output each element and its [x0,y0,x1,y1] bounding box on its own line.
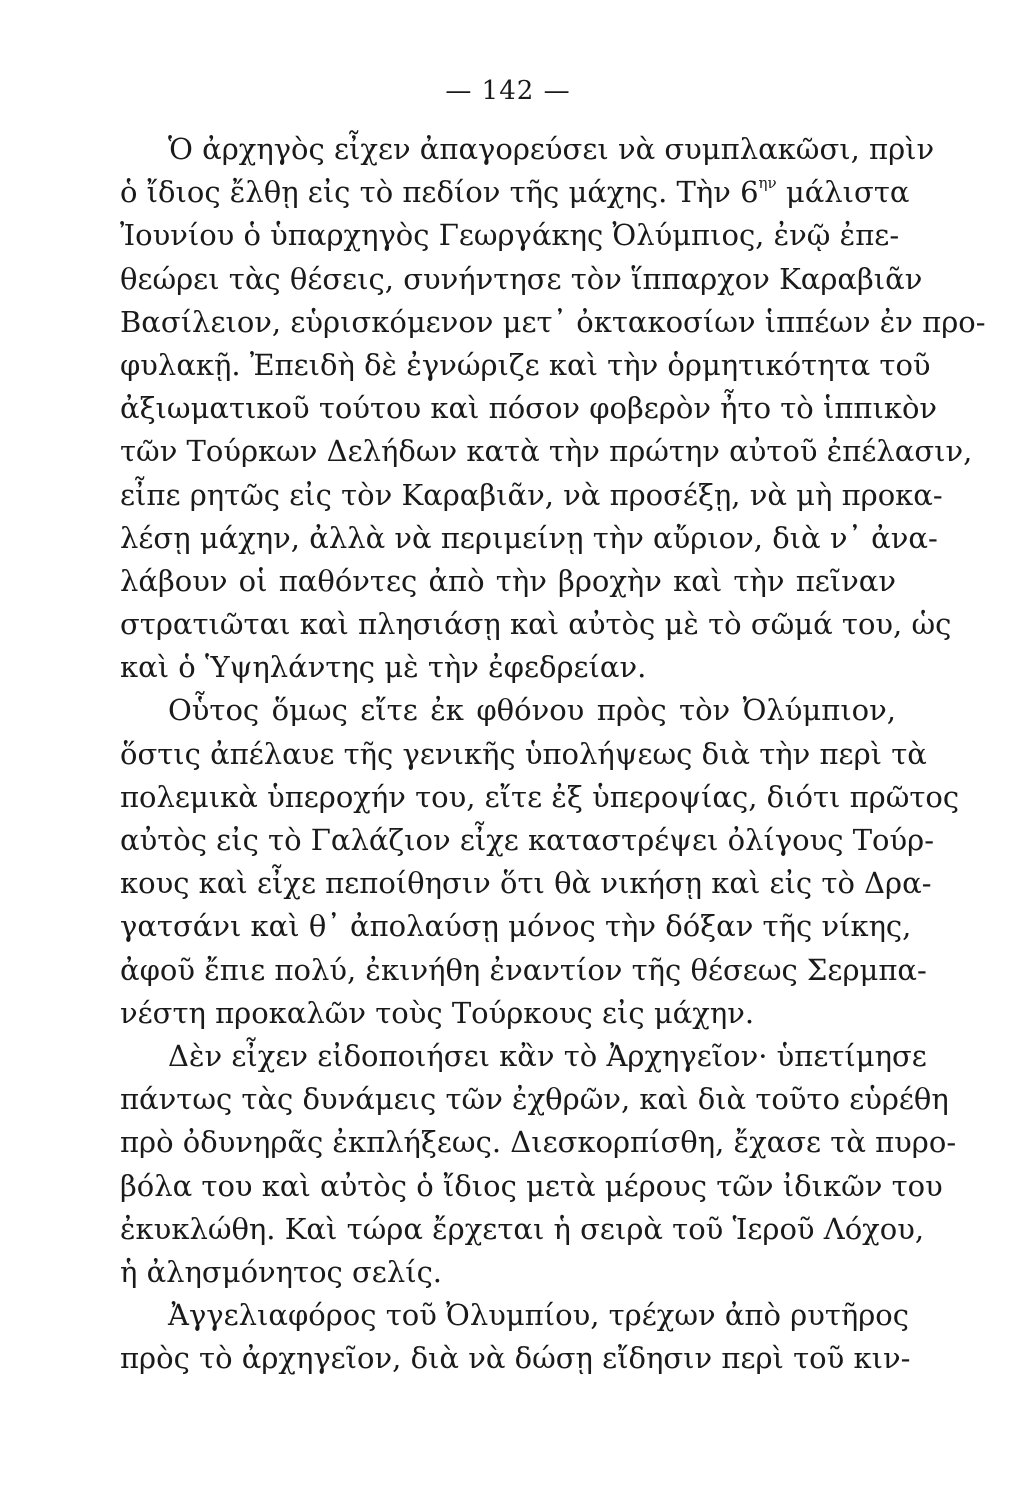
text-line: Βασίλειον, εὑρισκόμενον μετ᾽ ὀκτακοσίων ἱππέων ἐν προ- [120,304,986,339]
text-line: ἡ ἀλησμόνητος σελίς. [120,1254,443,1289]
text-line: ὅστις ἀπέλαυε τῆς γενικῆς ὑπολήψεως διὰ τὴν περὶ τὰ [120,736,927,771]
text-line: λέσῃ μάχην, ἀλλὰ νὰ περιμείνῃ τὴν αὔριον, διὰ ν᾽ ἀνα- [120,520,938,555]
text-line: τῶν Τούρκων Δελήδων κατὰ τὴν πρώτην αὐτοῦ ἐπέλασιν, [120,434,973,469]
paragraph-4 [120,1294,911,1380]
text-line-end: μάλιστα [785,175,910,210]
paragraph-2 [120,689,960,1035]
text-line: Οὗτος ὅμως εἴτε ἐκ φθόνου πρὸς τὸν Ὀλύμπιον, [168,693,896,728]
text-line: πρὸς τὸ ἀρχηγεῖον, διὰ νὰ δώσῃ εἴδησιν περὶ τοῦ κιν- [120,1341,911,1376]
date-superscript: ην [758,174,777,193]
text-line: ἐκυκλώθη. Καὶ τώρα ἔρχεται ἡ σειρὰ τοῦ Ἱεροῦ Λόχου, [120,1211,925,1246]
page-number: — 142 — [445,76,571,106]
text-line: πρὸ ὀδυνηρᾶς ἐκπλήξεως. Διεσκορπίσθη, ἔχασε τὰ πυρο- [120,1125,957,1160]
text-line: κους καὶ εἶχε πεποίθησιν ὅτι θὰ νικήσῃ καὶ εἰς τὸ Δρα- [120,866,932,901]
body-text [120,128,986,1380]
text-line: λάβουν οἱ παθόντες ἀπὸ τὴν βροχὴν καὶ τὴν πεῖναν [120,563,896,598]
text-line: βόλα του καὶ αὐτὸς ὁ ἴδιος μετὰ μέρους τῶν ἰδικῶν του [120,1168,943,1203]
text-line: Ὁ ἀρχηγὸς εἶχεν ἀπαγορεύσει νὰ συμπλακῶσι, πρὶν [168,132,935,166]
text-line: Δὲν εἶχεν εἰδοποιήσει κἂν τὸ Ἀρχηγεῖον· ὑπετίμησε [168,1038,927,1073]
text-line: στρατιῶται καὶ πλησιάσῃ καὶ αὐτὸς μὲ τὸ σῶμά του, ὡς [120,607,952,642]
text-line: φυλακῇ. Ἐπειδὴ δὲ ἐγνώριζε καὶ τὴν ὁρμητικότητα τοῦ [120,347,931,382]
text-line-start: ὁ ἴδιος ἔλθῃ εἰς τὸ πεδίον τῆς μάχης. Τὴν 6 [120,175,759,210]
text-line: Ἀγγελιαφόρος τοῦ Ὀλυμπίου, τρέχων ἀπὸ ρυτῆρος [168,1298,909,1333]
paragraph-1 [120,128,986,689]
text-line: θεώρει τὰς θέσεις, συνήντησε τὸν ἵππαρχον Καραβιᾶν [120,261,923,296]
text-line-with-superscript [120,171,910,214]
paragraph-3 [120,1035,957,1294]
text-line: γατσάνι καὶ θ᾽ ἀπολαύσῃ μόνος τὴν δόξαν τῆς νίκης, [120,909,912,944]
text-line: πάντως τὰς δυνάμεις τῶν ἐχθρῶν, καὶ διὰ τοῦτο εὑρέθη [120,1082,949,1117]
text-line: νέστη προκαλῶν τοὺς Τούρκους εἰς μάχην. [120,995,755,1030]
text-line: εἶπε ρητῶς εἰς τὸν Καραβιᾶν, νὰ προσέξῃ, νὰ μὴ προκα- [120,477,943,512]
text-line: πολεμικὰ ὑπεροχήν του, εἴτε ἐξ ὑπεροψίας, διότι πρῶτος [120,779,960,814]
text-line: Ἰουνίου ὁ ὑπαρχηγὸς Γεωργάκης Ὀλύμπιος, ἐνῷ ἐπε- [120,218,900,253]
text-line: ἀφοῦ ἔπιε πολύ, ἐκινήθη ἐναντίον τῆς θέσεως Σερμπα- [120,952,927,987]
text-line: αὐτὸς εἰς τὸ Γαλάζιον εἶχε καταστρέψει ὀλίγους Τούρ- [120,823,934,857]
text-line: ἀξιωματικοῦ τούτου καὶ πόσον φοβερὸν ἦτο τὸ ἱππικὸν [120,391,938,426]
text-line: καὶ ὁ Ὑψηλάντης μὲ τὴν ἐφεδρείαν. [120,650,647,685]
